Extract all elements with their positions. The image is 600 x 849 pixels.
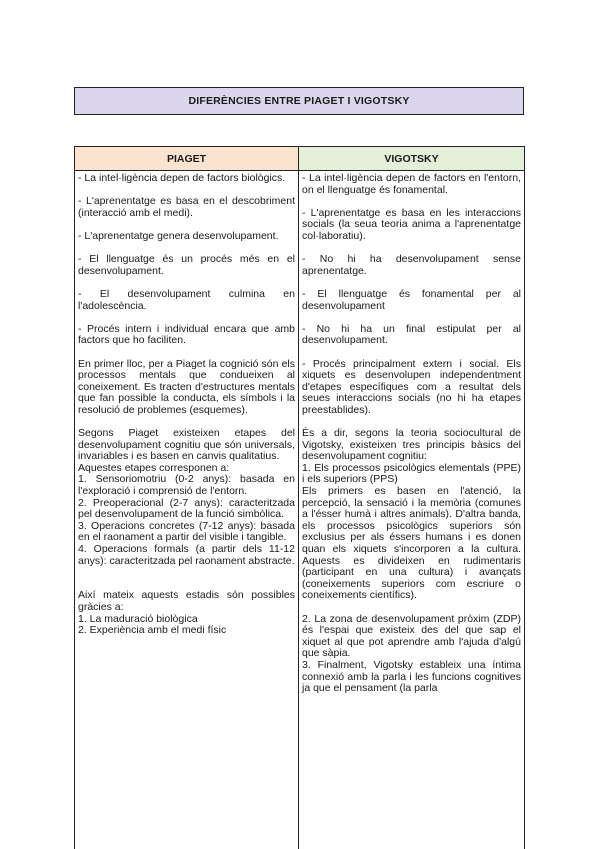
vigotsky-principle-2: 2. La zona de desenvolupament pròxim (ZDP) és l'espai que existeix des del que sap el xiquet al que pot aprendre amb l'ajuda d'algú que sàpia.	[302, 614, 521, 660]
vigotsky-point: - No hi ha un final estipulat per al desenvolupament.	[302, 324, 521, 347]
piaget-cognition-paragraph: En primer lloc, per a Piaget la cognició són els processos mentals que condueixen al coneixement. Es tracten d'estructures mentals que fan possible la conducta, els símbols i la resolució de problemes (esquemes).	[78, 359, 295, 417]
document-title-box	[74, 87, 524, 115]
piaget-stages-lead: Aquestes etapes corresponen a:	[78, 463, 295, 475]
vigotsky-principle-1-title: 1. Els processos psicològics elementals (PPE) i els superiors (PPS)	[302, 463, 521, 486]
document-title: DIFERÈNCIES ENTRE PIAGET I VIGOTSKY	[188, 95, 409, 107]
piaget-point: - Procés intern i individual encara que amb factors que ho faciliten.	[78, 324, 295, 347]
piaget-point: - El llenguatge és un procés més en el desenvolupament.	[78, 254, 295, 277]
vigotsky-point: - No hi ha desenvolupament sense aprenentatge.	[302, 254, 521, 277]
piaget-point: - L'aprenentatge genera desenvolupament.	[78, 231, 295, 243]
vigotsky-column	[299, 171, 525, 849]
piaget-factors-lead: Així mateix aquests estadis són possibles gràcies a:	[78, 590, 295, 613]
piaget-stage-item: 4. Operacions formals (a partir dels 11-12 anys): caracteritzada pel raonament abstracte.	[78, 544, 295, 567]
vigotsky-header: VIGOTSKY	[299, 147, 525, 171]
spacer	[78, 567, 295, 579]
header-row	[75, 147, 525, 171]
comparison-table	[74, 146, 525, 849]
piaget-stages-intro: Segons Piaget existeixen etapes del desenvolupament cognitiu que són universals, invariables i es basen en canvis qualitatius.	[78, 428, 295, 463]
vigotsky-principles-intro: És a dir, segons la teoria sociocultural de Vigotsky, existeixen tres principis bàsics del desenvolupament cognitiu:	[302, 428, 521, 463]
vigotsky-principle-3: 3. Finalment, Vigotsky estableix una íntima connexió amb la parla i les funcions cognitives ja que el pensament (la parla	[302, 660, 521, 695]
content-row	[75, 171, 525, 849]
piaget-point: - L'aprenentatge es basa en el descobriment (interacció amb el medi).	[78, 196, 295, 219]
piaget-factor-item: 2. Experiència amb el medi físic	[78, 625, 295, 637]
piaget-stage-item: 2. Preoperacional (2-7 anys): caracteritzada pel desenvolupament de la funció simbòlica.	[78, 498, 295, 521]
piaget-point: - El desenvolupament culmina en l'adolescència.	[78, 289, 295, 312]
piaget-point: - La intel·ligència depen de factors biològics.	[78, 173, 295, 185]
piaget-stage-item: 3. Operacions concretes (7-12 anys): basada en el raonament a partir del visible i tangible.	[78, 521, 295, 544]
piaget-stage-item: 1. Sensoriomotriu (0-2 anys): basada en l'exploració i comprensió de l'entorn.	[78, 474, 295, 497]
piaget-column	[75, 171, 299, 849]
vigotsky-point: - L'aprenentatge es basa en les interaccions socials (la seua teoria anima a l'aprenentatge col·laboratiu).	[302, 208, 521, 243]
piaget-factor-item: 1. La maduració biològica	[78, 614, 295, 626]
piaget-header: PIAGET	[75, 147, 299, 171]
vigotsky-point: - La intel·ligència depen de factors en l'entorn, on el llenguatge és fonamental.	[302, 173, 521, 196]
vigotsky-principle-1-text: Els primers es basen en l'atenció, la percepció, la sensació i la memòria (comunes a l'ésser humà i altres animals). D'altra banda, els processos psicològics superiors són exclusius per als éssers humans i es donen quan els xiquets s'incorporen a la cultura. Aquests es divideixen en rudimentaris (participant en una cultura) i avançats (coneixements superiors com escriure o coneixements científics).	[302, 486, 521, 602]
vigotsky-point: - El llenguatge és fonamental per al desenvolupament	[302, 289, 521, 312]
vigotsky-point: - Procés principalment extern i social. Els xiquets es desenvolupen independentment d'etapes específiques com a resultat dels seues interaccions socials (no hi ha etapes preestablides).	[302, 359, 521, 417]
